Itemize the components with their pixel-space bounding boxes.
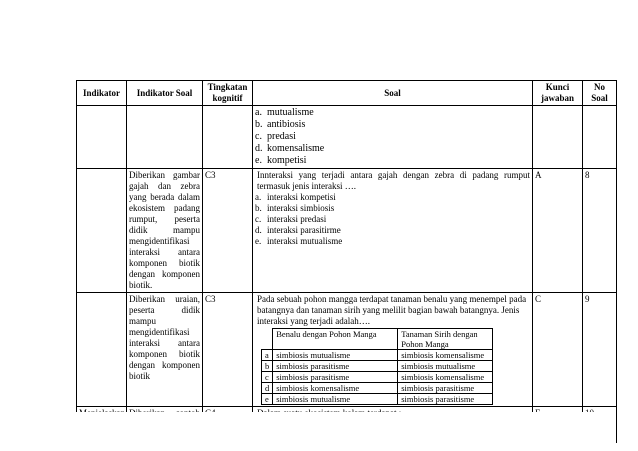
cell-soal <box>253 106 533 169</box>
header-kunci-jawaban: Kunci jawaban <box>533 81 583 106</box>
list-item: b. interaksi simbiosis <box>255 203 335 213</box>
list-item: a. mutualisme <box>255 107 314 118</box>
inner-header-row <box>262 329 493 350</box>
header-no-soal: No Soal <box>583 81 617 106</box>
answer-option-table <box>261 328 493 405</box>
option-benalu: simbiosis parasitisme <box>273 361 398 372</box>
cell-indikator <box>77 106 127 169</box>
list-item: d. komensalisme <box>255 143 325 154</box>
option-letter: d <box>262 383 273 394</box>
option-letter: c <box>262 372 273 383</box>
cell-no: 8 <box>583 169 617 293</box>
list-item: a. interaksi kompetisi <box>255 192 336 202</box>
option-letter: b <box>262 361 273 372</box>
option-letter: a <box>262 350 273 361</box>
table-row <box>262 383 493 394</box>
table-row <box>262 372 493 383</box>
table-row <box>77 106 617 169</box>
option-benalu: simbiosis komensalisme <box>273 383 398 394</box>
option-sirih: simbiosis mutualisme <box>398 361 493 372</box>
cell-level: C3 <box>203 169 253 293</box>
header-indikator: Indikator <box>77 81 127 106</box>
assessment-grid-table <box>76 80 617 443</box>
cell-soal <box>253 293 533 407</box>
cell-level: C3 <box>203 293 253 407</box>
option-benalu: simbiosis mutualisme <box>273 394 398 405</box>
table-row <box>262 394 493 405</box>
header-tingkatan-kognitif: Tingkatan kognitif <box>203 81 253 106</box>
cell-indikator <box>77 169 127 293</box>
cell-indikator-soal: Diberikan gambar gajah dan zebra yang berada dalam ekosistem padang rumput, peserta didik mampu mengidentifikasi interaksi antara komponen biotik dengan komponen biotik. <box>127 169 203 293</box>
list-item: c. interaksi predasi <box>255 214 327 224</box>
list-item: c. predasi <box>255 131 296 142</box>
inner-header-benalu: Benalu dengan Pohon Manga <box>273 329 398 350</box>
page-bottom-mask <box>76 412 616 451</box>
option-sirih: simbiosis komensalisme <box>398 350 493 361</box>
list-item: d. interaksi parasitirme <box>255 225 341 235</box>
cell-indikator-soal: Diberikan uraian, peserta didik mampu mengidentifikasi interaksi antara komponen biotik dengan komponen biotik <box>127 293 203 407</box>
option-letter: e <box>262 394 273 405</box>
option-benalu: simbiosis mutualisme <box>273 350 398 361</box>
cell-level <box>203 106 253 169</box>
inner-header-sirih: Tanaman Sirih dengan Pohon Manga <box>398 329 493 350</box>
cell-no: 9 <box>583 293 617 407</box>
option-benalu: simbiosis parasitisme <box>273 372 398 383</box>
list-item: e. interaksi mutualisme <box>255 236 343 246</box>
cell-key: A <box>533 169 583 293</box>
option-sirih: simbiosis parasitisme <box>398 394 493 405</box>
cell-soal <box>253 169 533 293</box>
table-row <box>77 293 617 407</box>
option-sirih: simbiosis parasitisme <box>398 383 493 394</box>
cell-key <box>533 106 583 169</box>
header-indikator-soal: Indikator Soal <box>127 81 203 106</box>
cell-no <box>583 106 617 169</box>
cell-indikator-soal <box>127 106 203 169</box>
question-text: Pada sebuah pohon mangga terdapat tanaman benalu yang menempel pada batangnya dan tanaman sirih yang melilit bagian bawah batangnya. Jenis interaksi yang terjadi adalah…. <box>257 294 527 326</box>
header-soal: Soal <box>253 81 533 106</box>
option-list <box>255 107 530 167</box>
list-item: b. antibiosis <box>255 119 306 130</box>
question-text: Innteraksi yang terjadi antara gajah dengan zebra di padang rumput termasuk jenis interaksi …. <box>257 170 530 191</box>
header-row <box>77 81 617 106</box>
table-row <box>77 169 617 293</box>
table-row <box>262 350 493 361</box>
option-list <box>255 192 530 247</box>
option-sirih: simbiosis komensalisme <box>398 372 493 383</box>
cell-key: C <box>533 293 583 407</box>
list-item: e. kompetisi <box>255 155 307 166</box>
cell-indikator <box>77 293 127 407</box>
inner-corner <box>262 329 273 350</box>
table-row <box>262 361 493 372</box>
